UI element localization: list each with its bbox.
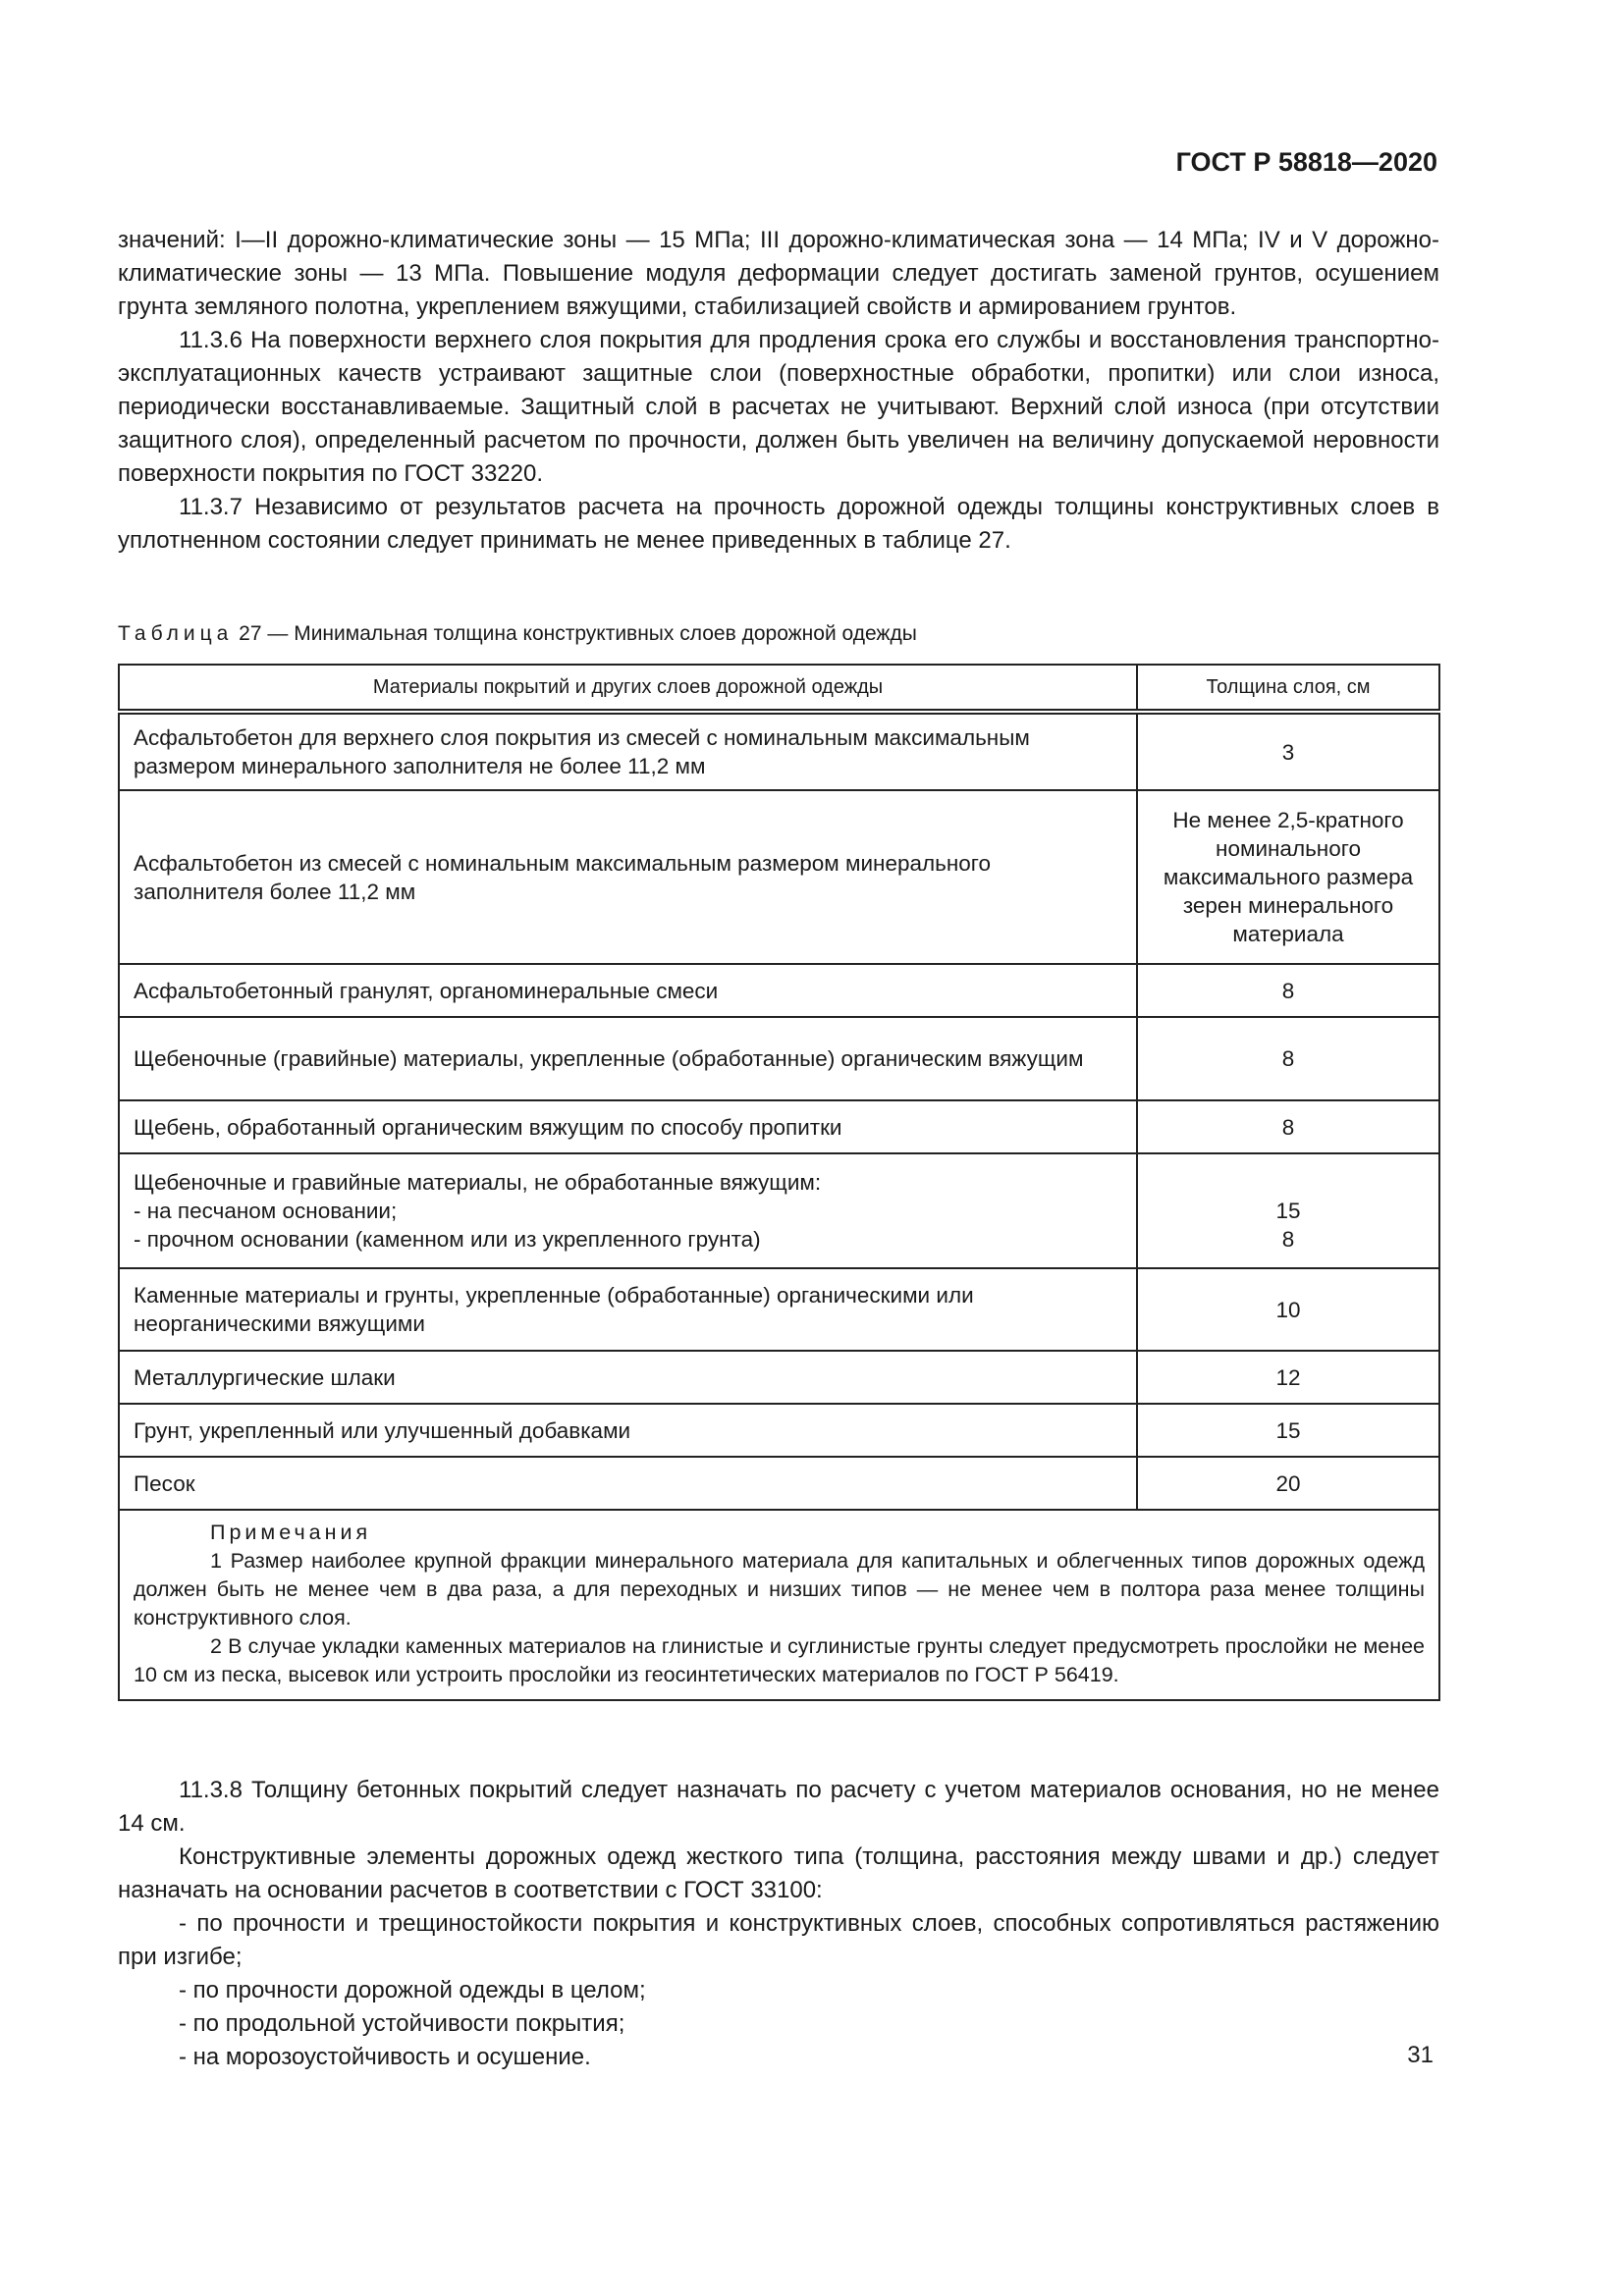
thickness-cell: Не менее 2,5-кратного номинального максимального размера зерен минерального материала xyxy=(1137,790,1439,964)
material-cell: Асфальтобетонный гранулят, органоминеральные смеси xyxy=(119,964,1137,1017)
caption-title: 27 — Минимальная толщина конструктивных слоев дорожной одежды xyxy=(233,622,917,645)
material-cell: Песок xyxy=(119,1457,1137,1510)
table-caption xyxy=(118,622,917,646)
thickness-line: 15 xyxy=(1275,1199,1301,1223)
paragraph: Конструктивные элементы дорожных одежд жесткого типа (толщина, расстояния между швами и др.) следует назначать на основании расчетов в соответствии с ГОСТ 33100: xyxy=(118,1843,1439,1903)
thickness-cell xyxy=(1137,1153,1439,1268)
material-line: Щебеночные и гравийные материалы, не обработанные вяжущим: xyxy=(134,1170,822,1195)
material-cell: Металлургические шлаки xyxy=(119,1351,1137,1404)
material-cell xyxy=(119,1153,1137,1268)
list-item: - по прочности дорожной одежды в целом; xyxy=(179,1977,646,2003)
table-row xyxy=(119,1100,1439,1153)
thickness-cell: 12 xyxy=(1137,1351,1439,1404)
list-item: - на морозоустойчивость и осушение. xyxy=(179,2044,591,2070)
thickness-table xyxy=(118,664,1440,1701)
header-thickness: Толщина слоя, см xyxy=(1137,665,1439,712)
intro-text xyxy=(118,224,1439,558)
table-header-row xyxy=(119,665,1439,712)
list-item: - по продольной устойчивости покрытия; xyxy=(179,2010,625,2037)
table-row xyxy=(119,790,1439,964)
paragraph-11-3-6: 11.3.6 На поверхности верхнего слоя покрытия для продления срока его службы и восстановления транспортно-эксплуатационных качеств устраивают защитные слои (поверхностные обработки, пропитки) или слои износа, периодически восстанавливаемые. Защитный слой в расчетах не учитывают. Верхний слой износа (при отсутствии защитного слоя), определенный расчетом по прочности, должен быть увеличен на величину допускаемой неровности поверхности покрытия по ГОСТ 33220. xyxy=(118,327,1439,487)
table-row xyxy=(119,712,1439,790)
thickness-cell: 8 xyxy=(1137,1017,1439,1100)
table-row xyxy=(119,964,1439,1017)
thickness-cell: 20 xyxy=(1137,1457,1439,1510)
paragraph: значений: I—II дорожно-климатические зоны — 15 МПа; III дорожно-климатическая зона — 14 МПа; IV и V дорожно-климатические зоны — 13 МПа. Повышение модуля деформации следует достигать заменой грунтов, осушением грунта земляного полотна, укреплением вяжущими, стабилизацией свойств и армированием грунтов. xyxy=(118,227,1439,320)
table-notes-row xyxy=(119,1510,1439,1700)
page-number: 31 xyxy=(1407,2042,1434,2068)
note-2: 2 В случае укладки каменных материалов на глинистые и суглинистые грунты следует предусмотреть прослойки не менее 10 см из песка, высевок или устроить прослойки из геосинтетических материалов по ГОСТ Р 56419. xyxy=(134,1634,1425,1686)
note-1: 1 Размер наиболее крупной фракции минерального материала для капитальных и облегченных типов дорожных одежд должен быть не менее чем в два раза, а для переходных и низших типов — не менее чем в полтора раза менее толщины конструктивного слоя. xyxy=(134,1549,1425,1629)
notes-title: Примечания xyxy=(210,1521,372,1544)
material-cell: Асфальтобетон из смесей с номинальным максимальным размером минерального заполнителя более 11,2 мм xyxy=(119,790,1137,964)
paragraph-11-3-7: 11.3.7 Независимо от результатов расчета на прочность дорожной одежды толщины конструктивных слоев в уплотненном состоянии следует принимать не менее приведенных в таблице 27. xyxy=(118,494,1439,554)
material-cell: Щебень, обработанный органическим вяжущим по способу пропитки xyxy=(119,1100,1137,1153)
table-row xyxy=(119,1351,1439,1404)
document-code: ГОСТ Р 58818—2020 xyxy=(1175,147,1437,177)
thickness-cell: 10 xyxy=(1137,1268,1439,1351)
caption-prefix: Таблица xyxy=(118,622,234,645)
material-cell: Щебеночные (гравийные) материалы, укрепленные (обработанные) органическим вяжущим xyxy=(119,1017,1137,1100)
material-cell: Грунт, укрепленный или улучшенный добавками xyxy=(119,1404,1137,1457)
thickness-cell: 8 xyxy=(1137,1100,1439,1153)
table-row xyxy=(119,1404,1439,1457)
thickness-cell: 15 xyxy=(1137,1404,1439,1457)
table-row xyxy=(119,1457,1439,1510)
material-line: - на песчаном основании; xyxy=(134,1199,398,1223)
table-row xyxy=(119,1153,1439,1268)
list-item: - по прочности и трещиностойкости покрытия и конструктивных слоев, способных сопротивляться растяжению при изгибе; xyxy=(118,1910,1439,1970)
material-line: - прочном основании (каменном или из укрепленного грунта) xyxy=(134,1227,761,1252)
table-row xyxy=(119,1268,1439,1351)
header-materials: Материалы покрытий и других слоев дорожной одежды xyxy=(119,665,1137,712)
notes-cell xyxy=(119,1510,1439,1700)
thickness-cell: 3 xyxy=(1137,712,1439,790)
thickness-line: 8 xyxy=(1281,1227,1295,1252)
paragraph-11-3-8: 11.3.8 Толщину бетонных покрытий следует назначать по расчету с учетом материалов основания, но не менее 14 см. xyxy=(118,1777,1439,1837)
outro-text xyxy=(118,1774,1439,2074)
material-cell: Асфальтобетон для верхнего слоя покрытия из смесей с номинальным максимальным размером минерального заполнителя не более 11,2 мм xyxy=(119,712,1137,790)
table-row xyxy=(119,1017,1439,1100)
thickness-cell: 8 xyxy=(1137,964,1439,1017)
material-cell: Каменные материалы и грунты, укрепленные (обработанные) органическими или неорганическими вяжущими xyxy=(119,1268,1137,1351)
